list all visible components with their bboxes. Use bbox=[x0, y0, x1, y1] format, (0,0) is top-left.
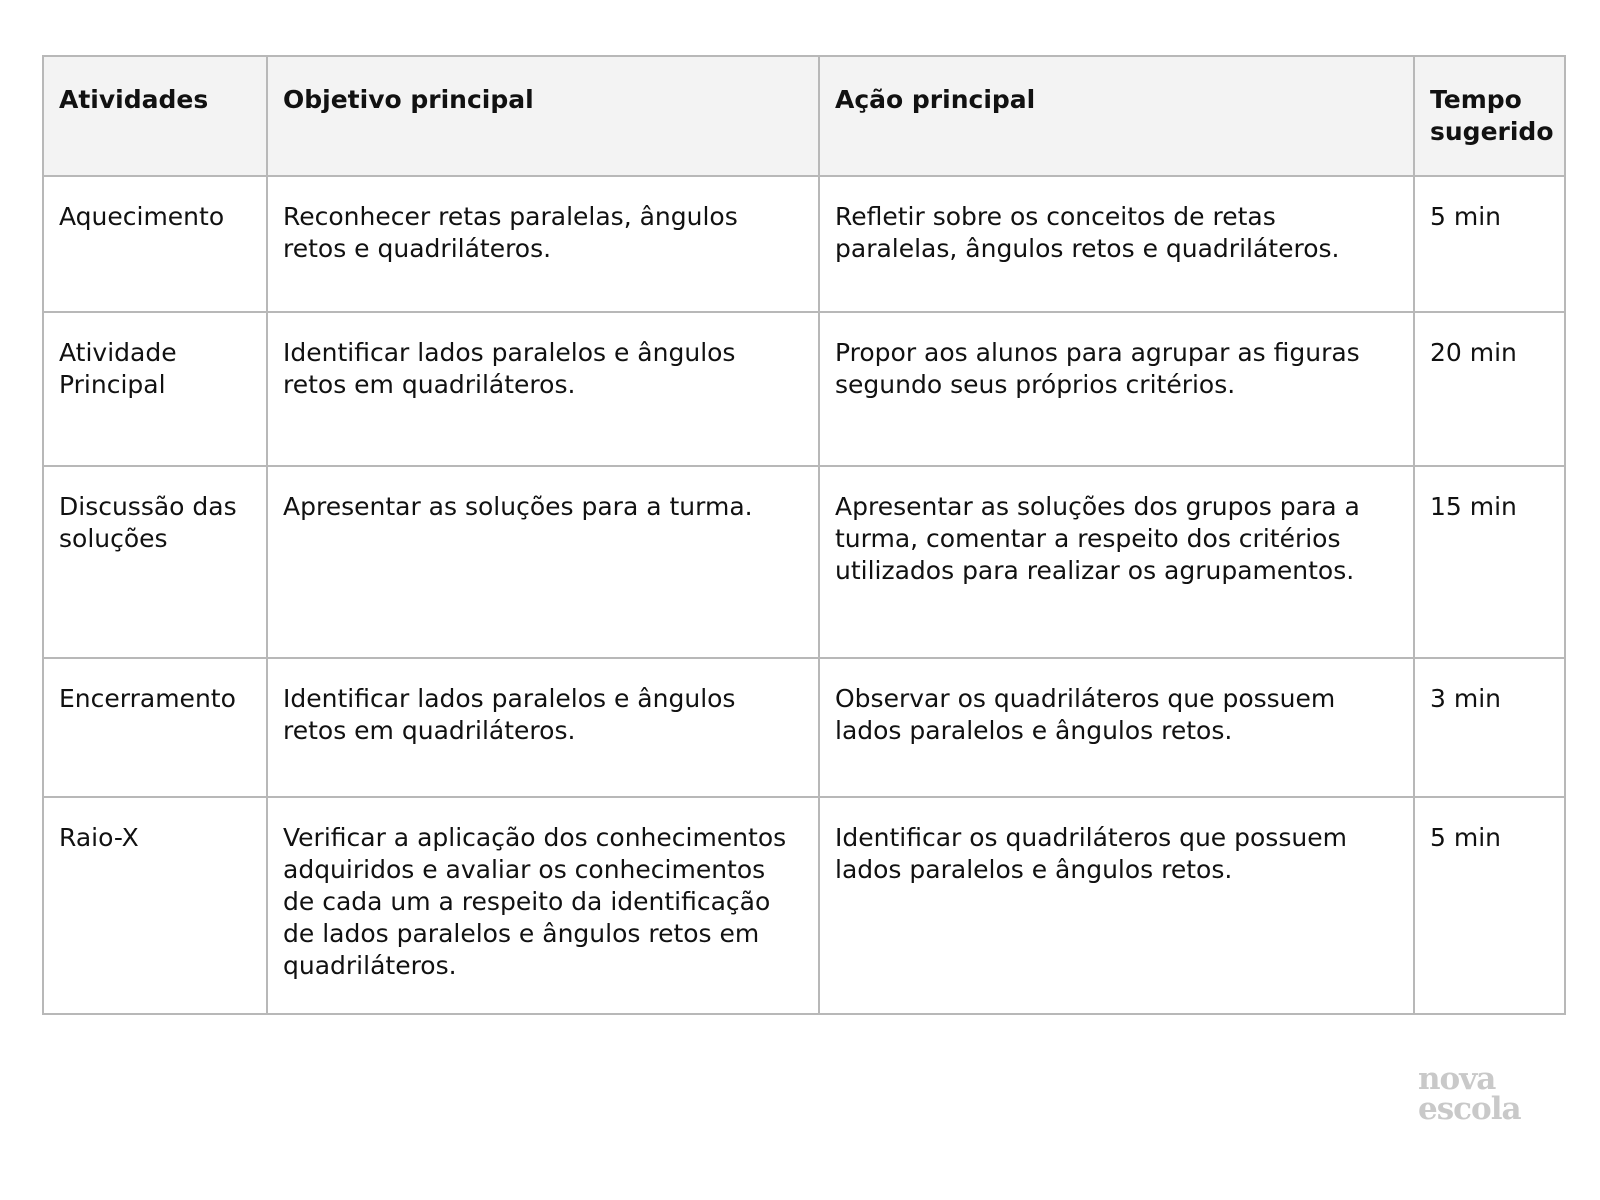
cell-tempo: 3 min bbox=[1414, 658, 1565, 797]
cell-acao: Propor aos alunos para agrupar as figuras segundo seus próprios critérios. bbox=[819, 312, 1414, 466]
cell-atividade: Discussão das soluções bbox=[43, 466, 267, 658]
header-acao-principal: Ação principal bbox=[819, 56, 1414, 176]
cell-objetivo: Apresentar as soluções para a turma. bbox=[267, 466, 819, 658]
table-header-row bbox=[43, 56, 1565, 176]
table-row bbox=[43, 797, 1565, 1014]
cell-tempo: 5 min bbox=[1414, 797, 1565, 1014]
header-atividades: Atividades bbox=[43, 56, 267, 176]
header-tempo-sugerido: Tempo sugerido bbox=[1414, 56, 1565, 176]
cell-acao: Observar os quadriláteros que possuem lados paralelos e ângulos retos. bbox=[819, 658, 1414, 797]
logo-line-nova: nova bbox=[1418, 1061, 1496, 1097]
header-objetivo-principal: Objetivo principal bbox=[267, 56, 819, 176]
table-row bbox=[43, 176, 1565, 312]
cell-tempo: 15 min bbox=[1414, 466, 1565, 658]
cell-tempo: 20 min bbox=[1414, 312, 1565, 466]
cell-tempo: 5 min bbox=[1414, 176, 1565, 312]
cell-atividade: Aquecimento bbox=[43, 176, 267, 312]
cell-objetivo: Identificar lados paralelos e ângulos retos em quadriláteros. bbox=[267, 658, 819, 797]
cell-acao: Apresentar as soluções dos grupos para a turma, comentar a respeito dos critérios utilizados para realizar os agrupamentos. bbox=[819, 466, 1414, 658]
table-row bbox=[43, 466, 1565, 658]
logo-line-escola: escola bbox=[1418, 1091, 1521, 1127]
table-row bbox=[43, 658, 1565, 797]
cell-acao: Identificar os quadriláteros que possuem lados paralelos e ângulos retos. bbox=[819, 797, 1414, 1014]
lesson-plan-table bbox=[42, 55, 1566, 1015]
nova-escola-logo bbox=[1418, 1061, 1538, 1127]
cell-atividade: Atividade Principal bbox=[43, 312, 267, 466]
table-row bbox=[43, 312, 1565, 466]
cell-atividade: Raio-X bbox=[43, 797, 267, 1014]
cell-objetivo: Identificar lados paralelos e ângulos retos em quadriláteros. bbox=[267, 312, 819, 466]
cell-acao: Refletir sobre os conceitos de retas paralelas, ângulos retos e quadriláteros. bbox=[819, 176, 1414, 312]
cell-atividade: Encerramento bbox=[43, 658, 267, 797]
cell-objetivo: Verificar a aplicação dos conhecimentos adquiridos e avaliar os conhecimentos de cada um a respeito da identificação de lados paralelos e ângulos retos em quadriláteros. bbox=[267, 797, 819, 1014]
cell-objetivo: Reconhecer retas paralelas, ângulos retos e quadriláteros. bbox=[267, 176, 819, 312]
